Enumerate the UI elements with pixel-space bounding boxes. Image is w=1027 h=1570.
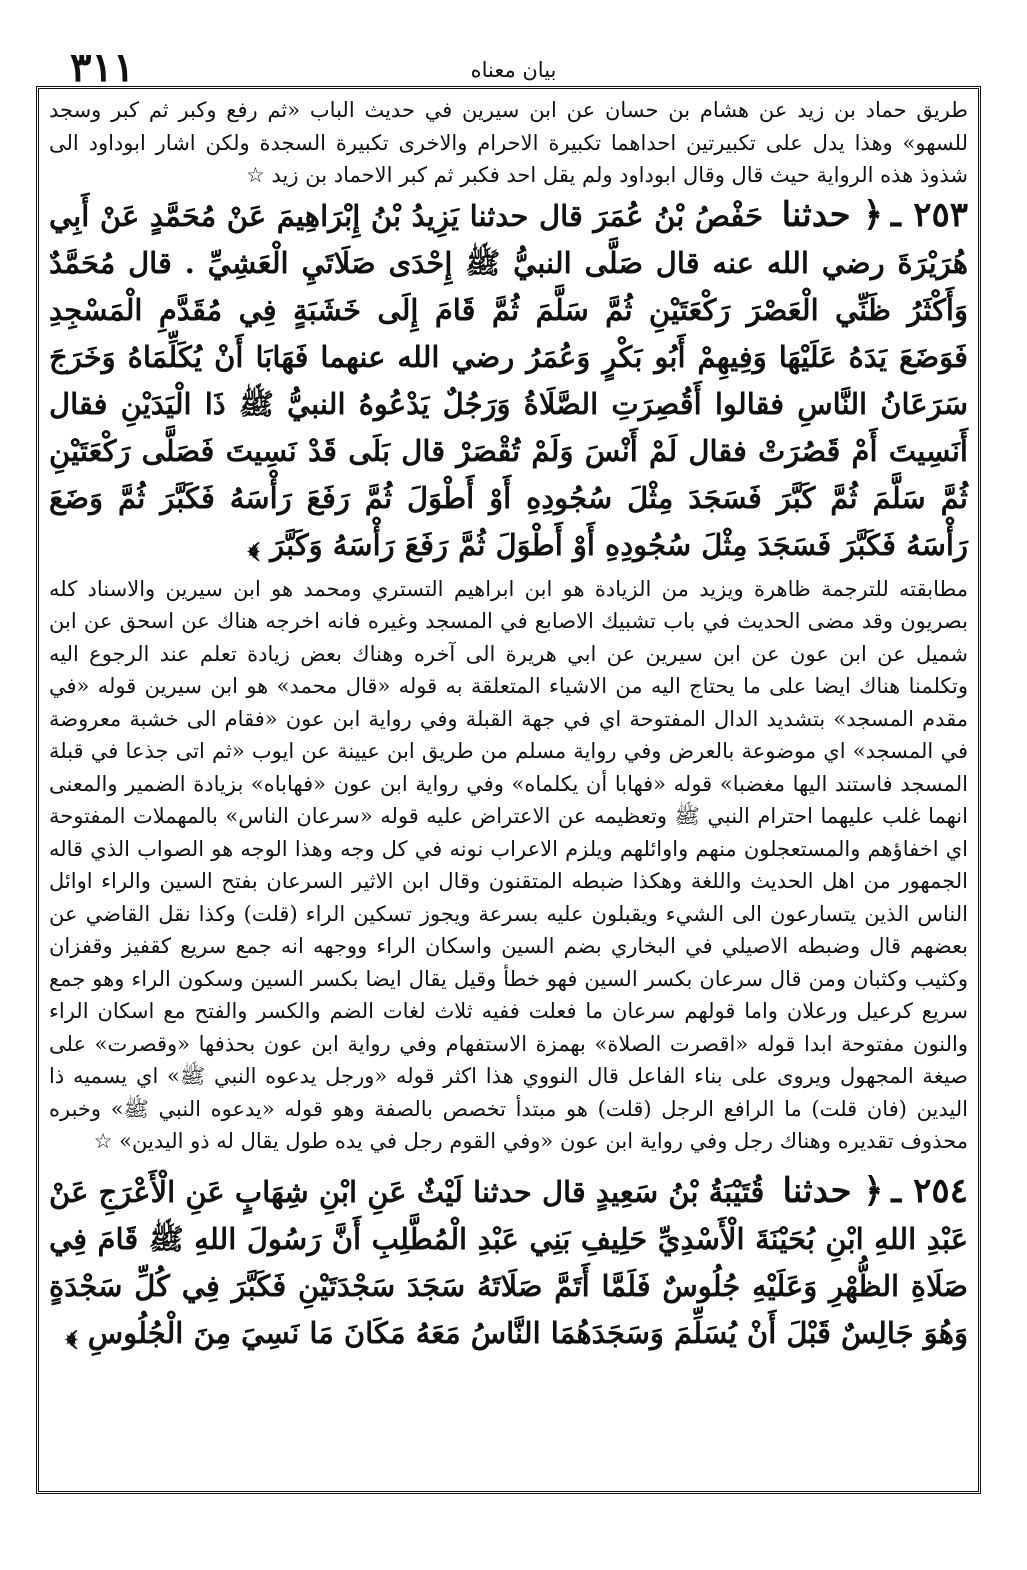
hadith-opening: ﴿ حدثنا [781, 194, 883, 235]
running-title: بيان معناه [470, 58, 557, 82]
intro-commentary: طريق حماد بن زيد عن هشام بن حسان عن ابن سيرين في حديث الباب «ثم رفع وكبر ثم كبر وسجد للسهو» وهذا يدل على تكبيرتين احداهما تكبيرة الاحرام والاخرى تكبيرة السجدة ولكن اشار ابوداود الى شذوذ هذه الرواية حيث قال وقال ابوداود ولم يقل احد فكبر ثم كبر الاحماد بن زيد ☆ [49, 98, 968, 187]
commentary-253: مطابقته للترجمة ظاهرة ويزيد من الزيادة هو ابن ابراهيم التستري ومحمد هو ابن سيرين والاسناد كله بصريون وقد مضى الحديث في باب تشبيك الاصابع في المسجد وغيره فانه اخرجه هناك عن اسحق عن ابن شميل عن ابن عون عن ابن سيرين عن ابي هريرة الى آخره وهناك بعض زيادة تعلم عند الرجوع اليه وتكلمنا هناك ايضا على ما يحتاج اليه من الاشياء المتعلقة به قوله «قال محمد» هو ابن سيرين قوله «في مقدم المسجد» بتشديد الدال المفتوحة اي في جهة القبلة وفي رواية ابن عون «فقام الى خشبة معروضة في المسجد» اي موضوعة بالعرض وفي رواية مسلم من طريق ابن عيينة عن ايوب «ثم اتى جذعا في قبلة المسجد فاستند اليها مغضبا» قوله «فهابا أن يكلماه» وفي رواية ابن عون «فهاباه» بزيادة الضمير والمعنى انهما غلب عليهما احترام النبي ﷺ وتعظيمه عن الاعتراض عليه قوله «سرعان الناس» بالمهملات المفتوحة اي اخفاؤهم والمستعجلون منهم واوائلهم ويلزم الاعراب نونه في كل وجه وهذا الوجه هو الصواب الذي قاله الجمهور من اهل الحديث واللغة وهكذا ضبطه المتقنون وقال ابن الاثير السرعان بفتح السين والراء اوائل الناس الذين يتسارعون الى الشيء ويقبلون عليه بسرعة ويجوز تسكين الراء (قلت) وكذا نقل القاضي عن بعضهم قال وضبطه الاصيلي في البخاري بضم السين واسكان الراء ووجهه انه جمع سريع كقفيز وقفزان وكثيب وكثبان ومن قال سرعان بكسر السين فهو خطأ وقيل يقال ايضا بكسر السين وسكون الراء وهو جمع سريع كرعيل ورعلان واما قولهم سرعان ما فعلت ففيه ثلاث لغات الضم والكسر والفتح مع اسكان الراء والنون مفتوحة ابدا قوله «اقصرت الصلاة» بهمزة الاستفهام وفي رواية ابن عون بحذفها «وقصرت» على صيغة المجهول ويروى على بناء الفاعل قال النووي هذا اكثر قوله «ورجل يدعوه النبي ﷺ» اي يسميه ذا اليدين (فان قلت) ما الرافع الرجل (قلت) هو مبتدأ تخصص بالصفة وهو قوله «يدعوه النبي ﷺ» وخبره محذوف تقديره وهناك رجل وفي رواية ابن عون «وفي القوم رجل في يده طول يقال له ذو اليدين» ☆ [49, 576, 968, 1153]
hadith-opening: ﴿ حدثنا [782, 1170, 884, 1211]
hadith-text: قُتَيْبَةُ بْنُ سَعِيدٍ قال حدثنا لَيْثٌ عَنِ ابْنِ شِهَابٍ عَنِ الْأَعْرَجِ عَنْ عَبْدِ اللهِ ابْنِ بُحَيْنَةَ الْأَسْدِيِّ حَلِيفِ بَنِي عَبْدِ الْمُطَّلِبِ أَنَّ رَسُولَ اللهِ ﷺ قَامَ فِي صَلَاةِ الظُّهْرِ وَعَلَيْهِ جُلُوسٌ فَلَمَّا أَتَمَّ صَلَاتَهُ سَجَدَ سَجْدَتَيْنِ فَكَبَّرَ فِي كُلِّ سَجْدَةٍ وَهُوَ جَالِسٌ قَبْلَ أَنْ يُسَلِّمَ وَسَجَدَهُمَا النَّاسُ مَعَهُ مَكَانَ مَا نَسِيَ مِنَ الْجُلُوسِ ﴾ [49, 1174, 968, 1350]
page-frame [36, 86, 981, 1494]
hadith-253 [49, 192, 968, 569]
hadith-text: حَفْصُ بْنُ عُمَرَ قال حدثنا يَزِيدُ بْنُ إِبْرَاهِيمَ عَنْ مُحَمَّدٍ عَنْ أَبِي هُرَيْرَةَ رضي الله عنه قال صَلَّى النبيُّ ﷺ إِحْدَى صَلَاتَيِ الْعَشِيِّ . قال مُحَمَّدٌ وَأَكْثَرُ ظَنِّي الْعَصْرَ رَكْعَتَيْنِ ثُمَّ سَلَّمَ ثُمَّ قَامَ إِلَى خَشَبَةٍ فِي مُقَدَّمِ الْمَسْجِدِ فَوَضَعَ يَدَهُ عَلَيْهَا وَفِيهِمْ أَبُو بَكْرٍ وَعُمَرُ رضي الله عنهما فَهَابَا أَنْ يُكَلِّمَاهُ وَخَرَجَ سَرَعَانُ النَّاسِ فقالوا أَقُصِرَتِ الصَّلَاةُ وَرَجُلٌ يَدْعُوهُ النبيُّ ﷺ ذَا الْيَدَيْنِ فقال أَنَسِيتَ أَمْ قَصُرَتْ فقال لَمْ أَنْسَ وَلَمْ تُقْصَرْ قال بَلَى قَدْ نَسِيتَ فَصَلَّى رَكْعَتَيْنِ ثُمَّ سَلَّمَ ثُمَّ كَبَّرَ فَسَجَدَ مِثْلَ سُجُودِهِ أَوْ أَطْوَلَ ثُمَّ رَفَعَ رَأْسَهُ فَكَبَّرَ ثُمَّ وَضَعَ رَأْسَهُ فَكَبَّرَ فَسَجَدَ مِثْلَ سُجُودِهِ أَوْ أَطْوَلَ ثُمَّ رَفَعَ رَأْسَهُ وَكَبَّرَ ﴾ [49, 198, 968, 562]
hadith-number: ٢٥٤ ـ [891, 1170, 968, 1211]
page-number: ٣١١ [70, 44, 135, 91]
hadith-254 [49, 1168, 968, 1357]
hadith-number: ٢٥٣ ـ [890, 194, 968, 235]
page-body [49, 94, 968, 1486]
